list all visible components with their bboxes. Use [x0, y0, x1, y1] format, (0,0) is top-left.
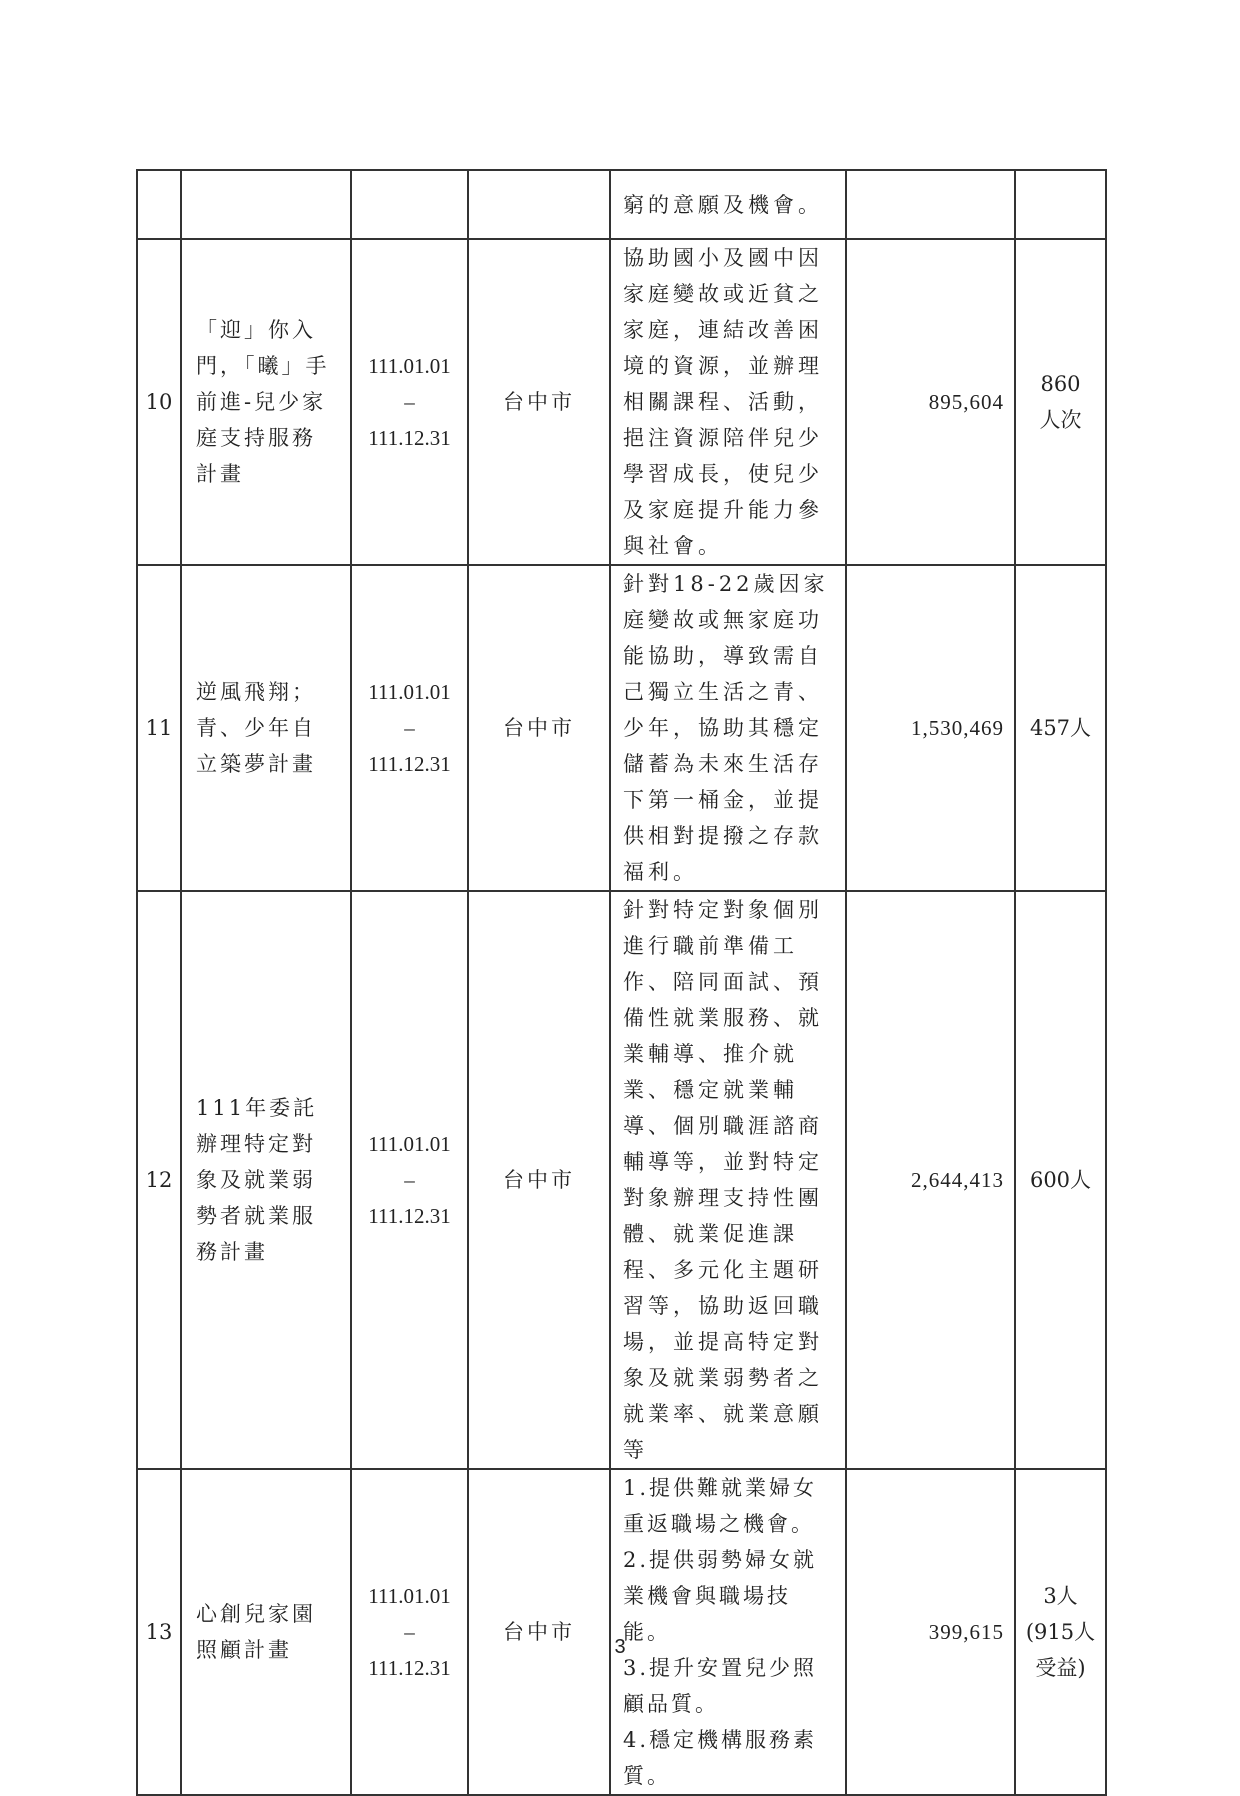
project-area: 台中市	[468, 891, 610, 1469]
page-number: 3	[614, 1636, 626, 1658]
project-area	[468, 170, 610, 239]
project-name	[181, 170, 351, 239]
row-number: 10	[137, 239, 181, 565]
project-beneficiaries	[1015, 170, 1106, 239]
project-table	[136, 169, 1107, 1796]
description-item: 4.穩定機構服務素質。	[623, 1728, 818, 1788]
project-period	[351, 170, 468, 239]
project-amount: 1,530,469	[846, 565, 1015, 891]
project-beneficiaries: 600人	[1015, 891, 1106, 1469]
table-row	[137, 565, 1106, 891]
period-end: 111.12.31	[368, 426, 451, 450]
beneficiaries-line: 受益)	[1035, 1656, 1086, 1680]
project-beneficiaries: 860 人次	[1015, 239, 1106, 565]
description-item: 2.提供弱勢婦女就業機會與職場技能。	[623, 1548, 818, 1644]
period-separator: –	[404, 1168, 415, 1192]
period-start: 111.01.01	[368, 1132, 451, 1156]
project-description: 協助國小及國中因家庭變故或近貧之家庭，連結改善困境的資源，並辦理相關課程、活動，挹注資源陪伴兒少學習成長，使兒少及家庭提升能力參與社會。	[610, 239, 846, 565]
project-area: 台中市	[468, 565, 610, 891]
project-beneficiaries	[1015, 1469, 1106, 1795]
period-separator: –	[404, 390, 415, 414]
table-row	[137, 891, 1106, 1469]
project-period	[351, 1469, 468, 1795]
project-description: 針對特定對象個別進行職前準備工作、陪同面試、預備性就業服務、就業輔導、推介就業、穩定就業輔導、個別職涯諮商輔導等，並對特定對象辦理支持性團體、就業促進課程、多元化主題研習等，協助返回職場，並提高特定對象及就業弱勢者之就業率、就業意願等	[610, 891, 846, 1469]
beneficiaries-line: (915人	[1025, 1620, 1096, 1644]
beneficiaries-line: 3人	[1043, 1584, 1078, 1608]
description-item: 1.提供難就業婦女重返職場之機會。	[623, 1476, 818, 1536]
project-name: 「迎」你入門，「曦」手前進-兒少家庭支持服務計畫	[181, 239, 351, 565]
project-name: 111年委託辦理特定對象及就業弱勢者就業服務計畫	[181, 891, 351, 1469]
row-number	[137, 170, 181, 239]
project-name: 逆風飛翔；青、少年自立築夢計畫	[181, 565, 351, 891]
project-period	[351, 565, 468, 891]
description-item: 3.提升安置兒少照顧品質。	[623, 1656, 818, 1716]
project-period	[351, 891, 468, 1469]
row-number: 13	[137, 1469, 181, 1795]
project-beneficiaries: 457人	[1015, 565, 1106, 891]
period-separator: –	[404, 1620, 415, 1644]
project-amount: 2,644,413	[846, 891, 1015, 1469]
period-end: 111.12.31	[368, 752, 451, 776]
project-name: 心創兒家園照顧計畫	[181, 1469, 351, 1795]
period-end: 111.12.31	[368, 1204, 451, 1228]
project-amount: 399,615	[846, 1469, 1015, 1795]
project-description	[610, 1469, 846, 1795]
project-description: 針對18-22歲因家庭變故或無家庭功能協助，導致需自己獨立生活之青、少年，協助其穩定儲蓄為未來生活存下第一桶金，並提供相對提撥之存款福利。	[610, 565, 846, 891]
table-row	[137, 170, 1106, 239]
period-start: 111.01.01	[368, 680, 451, 704]
project-amount: 895,604	[846, 239, 1015, 565]
period-end: 111.12.31	[368, 1656, 451, 1680]
project-description: 窮的意願及機會。	[610, 170, 846, 239]
table-row	[137, 239, 1106, 565]
row-number: 11	[137, 565, 181, 891]
table-row	[137, 1469, 1106, 1795]
project-period	[351, 239, 468, 565]
period-start: 111.01.01	[368, 354, 451, 378]
project-area: 台中市	[468, 1469, 610, 1795]
project-amount	[846, 170, 1015, 239]
project-area: 台中市	[468, 239, 610, 565]
row-number: 12	[137, 891, 181, 1469]
period-start: 111.01.01	[368, 1584, 451, 1608]
period-separator: –	[404, 716, 415, 740]
